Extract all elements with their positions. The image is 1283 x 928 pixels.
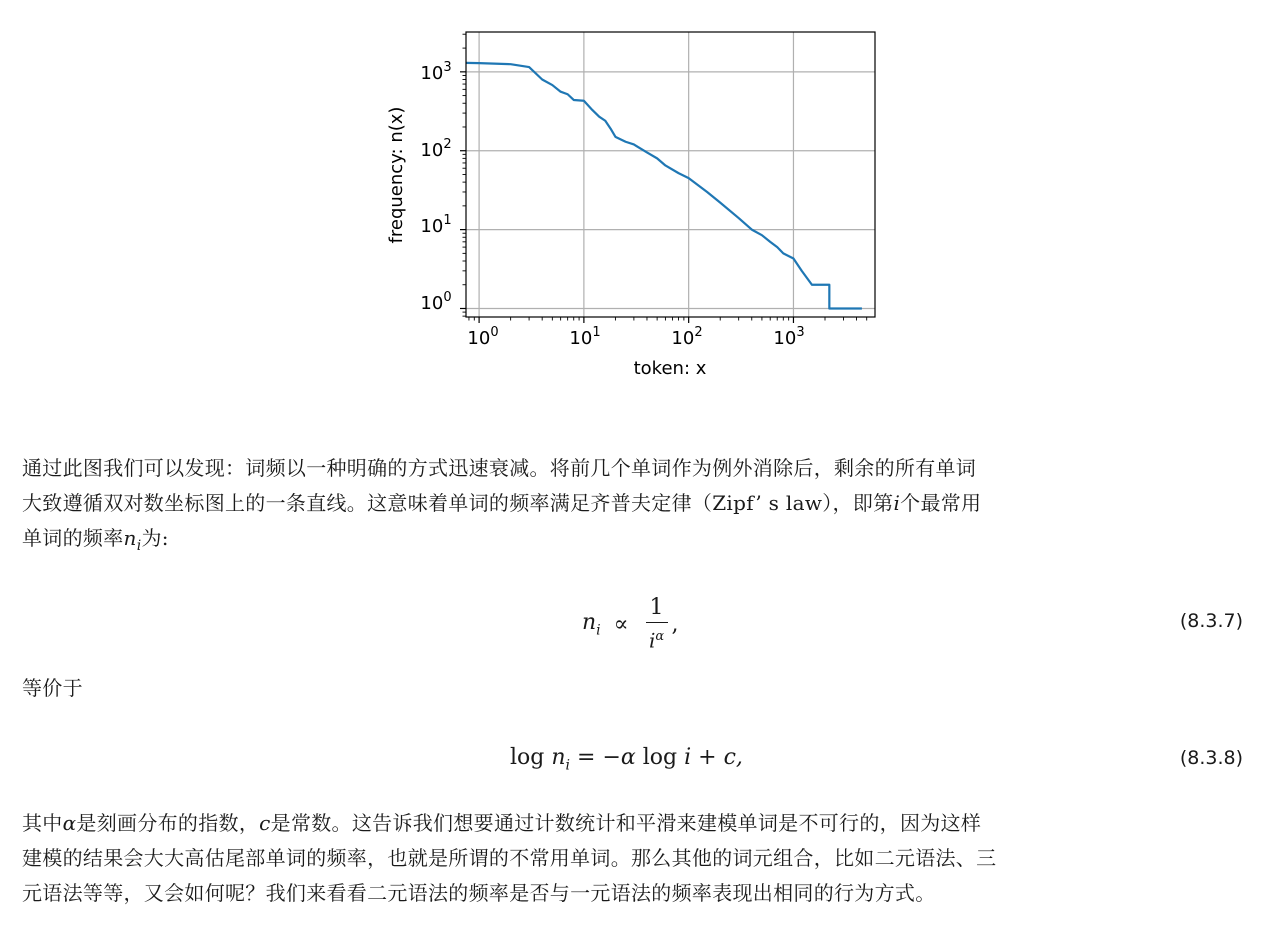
paragraph-2-line-1: 等价于 [22,676,83,700]
zipf-log-log-chart [380,18,890,388]
paragraph-3-line-1-text-b: 是刻画分布的指数， [76,811,260,835]
paragraph-3-line-1-text-c: 是常数。这告诉我们想要通过计数统计和平滑来建模单词是不可行的，因为这样 [270,811,982,835]
paragraph-3-line-1-text-a: 其中 [22,811,63,835]
equation-8-3-8-body: $\log n_i = -\alpha$ log i + c, [510,745,743,774]
y-tick-label-1: $10^1$ [420,213,452,237]
variable-i: i [893,491,901,515]
paragraph-equivalent [22,671,1247,706]
paragraph-1-line-3 [22,521,1247,564]
paragraph-zipf-intro [22,451,1247,564]
paragraph-1-line-1: 通过此图我们可以发现：词频以一种明确的方式迅速衰减。将前几个单词作为例外消除后，剩余的所有单词 [22,456,977,480]
paragraph-1-line-2-text-b: 个最常用 [900,491,982,515]
paragraph-1-line-2 [22,486,1247,521]
variable-c: c [259,811,271,835]
variable-alpha: α [62,811,77,835]
paragraph-zipf-implications [22,806,1247,911]
equation-8-3-8 [0,745,1283,779]
equation-number-8-3-8: (8.3.8) [1179,747,1243,769]
paragraph-1-line-3-text-a: 单词的频率 [22,526,124,550]
variable-n-i: $n_i$ [123,526,142,554]
equation-8-3-7-body: $n_i$ ∝ $\frac{1}{i^\alpha}$ , [582,595,679,653]
y-tick-label-0: $10^0$ [420,290,452,314]
y-tick-label-3: $10^3$ [420,60,452,84]
paragraph-3-line-2: 建模的结果会大大高估尾部单词的频率，也就是所谓的不常用单词。那么其他的词元组合，比如二元语法、三 [22,846,997,870]
chart-svg [380,18,890,388]
paragraph-1-line-2-text-a: 大致遵循双对数坐标图上的一条直线。这意味着单词的频率满足齐普夫定律（Zipf’ s law），即第 [22,491,894,515]
y-axis-label: frequency: n(x) [386,106,407,244]
equation-8-3-7-fraction: $\frac{1}{i^\alpha}$ [646,596,668,653]
equation-number-8-3-7: (8.3.7) [1179,610,1243,632]
paragraph-1-line-3-text-b: 为: [141,526,169,550]
x-tick-label-0: $10^0$ [467,325,499,349]
paragraph-3-line-3: 元语法等等，又会如何呢？我们来看看二元语法的频率是否与一元语法的频率表现出相同的行为方式。 [22,881,936,905]
paragraph-3-line-1 [22,806,1247,841]
y-tick-label-2: $10^2$ [420,137,452,161]
x-tick-label-1: $10^1$ [569,325,601,349]
x-tick-label-3: $10^3$ [773,325,805,349]
plot-area [466,32,875,317]
x-axis-label: token: x [633,358,707,379]
equation-8-3-7 [0,596,1283,656]
x-tick-label-2: $10^2$ [671,325,703,349]
